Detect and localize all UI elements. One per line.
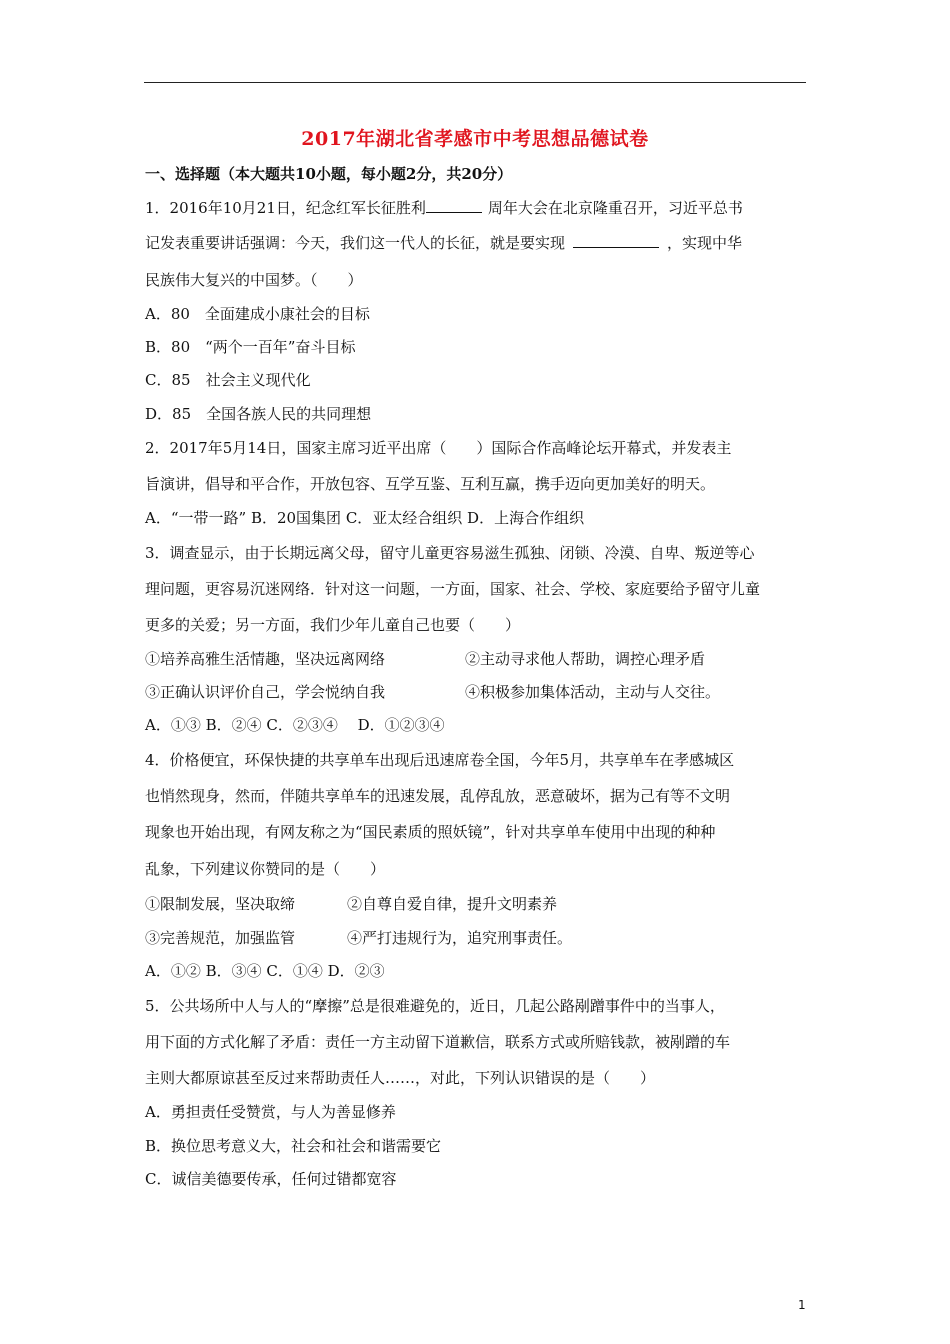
q3-statement-2: ②主动寻求他人帮助，调控心理矛盾 — [465, 650, 706, 668]
q3-statement-4: ④积极参加集体活动，主动与人交往。 — [465, 683, 721, 701]
q1-text-c: 记发表重要讲话强调：今天，我们这一代人的长征，就是要实现 — [145, 234, 566, 252]
q1-line-2 — [145, 233, 810, 253]
q3-line-1: 3．调查显示，由于长期远离父母，留守儿童更容易滋生孤独、闭锁、冷漠、自卑、叛逆等心 — [145, 544, 755, 562]
q5-option-b: B．换位思考意义大，社会和社会和谐需要它 — [145, 1137, 442, 1155]
q4-statement-2: ②自尊自爱自律，提升文明素养 — [347, 895, 558, 913]
q3-statements-row-1 — [145, 649, 810, 669]
q1-blank-1 — [426, 198, 482, 213]
q4-statement-3: ③完善规范，加强监管 — [145, 929, 296, 947]
q5-option-a: A．勇担责任受赞赏，与人为善显修养 — [145, 1103, 396, 1121]
q1-option-d: D．85 全国各族人民的共同理想 — [145, 405, 372, 423]
q2-line-1: 2．2017年5月14日，国家主席习近平出席（ ）国际合作高峰论坛开幕式，并发表主 — [145, 439, 732, 457]
q2-options: A．“一带一路” B．20国集团 C．亚太经合组织 D．上海合作组织 — [145, 509, 585, 527]
q1-text-a: 1．2016年10月21日，纪念红军长征胜利 — [145, 199, 426, 217]
q5-line-2: 用下面的方式化解了矛盾：责任一方主动留下道歉信，联系方式或所赔钱款，被剐蹭的车 — [145, 1033, 731, 1051]
q4-statements-row-1 — [145, 894, 810, 914]
q4-line-2: 也悄然现身，然而，伴随共享单车的迅速发展，乱停乱放，恶意破坏，据为己有等不文明 — [145, 787, 731, 805]
q4-statement-1: ①限制发展，坚决取缔 — [145, 895, 296, 913]
q1-option-c: C．85 社会主义现代化 — [145, 371, 311, 389]
header-rule — [144, 82, 806, 83]
q3-statement-3: ③正确认识评价自己，学会悦纳自我 — [145, 683, 386, 701]
q1-blank-2 — [573, 233, 659, 248]
q3-statement-1: ①培养高雅生活情趣，坚决远离网络 — [145, 650, 386, 668]
q1-line-3: 民族伟大复兴的中国梦。（ ） — [145, 271, 363, 289]
q3-statements-row-2 — [145, 682, 810, 702]
q2-line-2: 旨演讲，倡导和平合作，开放包容、互学互鉴、互利互赢，携手迈向更加美好的明天。 — [145, 475, 716, 493]
q5-option-c: C．诚信美德要传承，任何过错都宽容 — [145, 1170, 397, 1188]
q3-line-2: 理问题，更容易沉迷网络．针对这一问题，一方面，国家、社会、学校、家庭要给予留守儿童 — [145, 580, 761, 598]
q1-line-1 — [145, 198, 810, 218]
q4-line-3: 现象也开始出现，有网友称之为“国民素质的照妖镜”，针对共享单车使用中出现的种种 — [145, 823, 716, 841]
q3-line-3: 更多的关爱；另一方面，我们少年儿童自己也要（ ） — [145, 616, 521, 634]
q4-line-4: 乱象，下列建议你赞同的是（ ） — [145, 860, 386, 878]
q5-line-1: 5．公共场所中人与人的“摩擦”总是很难避免的，近日，几起公路剐蹭事件中的当事人， — [145, 997, 725, 1015]
q4-line-1: 4．价格便宜，环保快捷的共享单车出现后迅速席卷全国，今年5月，共享单车在孝感城区 — [145, 751, 735, 769]
q1-option-b: B．80 “两个一百年”奋斗目标 — [145, 338, 356, 356]
q4-options: A．①② B．③④ C．①④ D．②③ — [145, 962, 385, 980]
q3-options: A．①③ B．②④ C．②③④ D．①②③④ — [145, 716, 445, 734]
q1-text-d: ，实现中华 — [667, 234, 743, 252]
page-title: 2017年湖北省孝感市中考思想品德试卷 — [301, 128, 649, 150]
page-number: 1 — [798, 1298, 806, 1312]
q5-line-3: 主则大都原谅甚至反过来帮助责任人……，对此，下列认识错误的是（ ） — [145, 1069, 656, 1087]
q4-statement-4: ④严打违规行为，追究刑事责任。 — [347, 929, 573, 947]
q1-option-a: A．80 全面建成小康社会的目标 — [145, 305, 370, 323]
q4-statements-row-2 — [145, 928, 810, 948]
section-heading: 一、选择题（本大题共10小题，每小题2分，共20分） — [145, 165, 513, 183]
q1-text-b: 周年大会在北京隆重召开，习近平总书 — [487, 199, 743, 217]
